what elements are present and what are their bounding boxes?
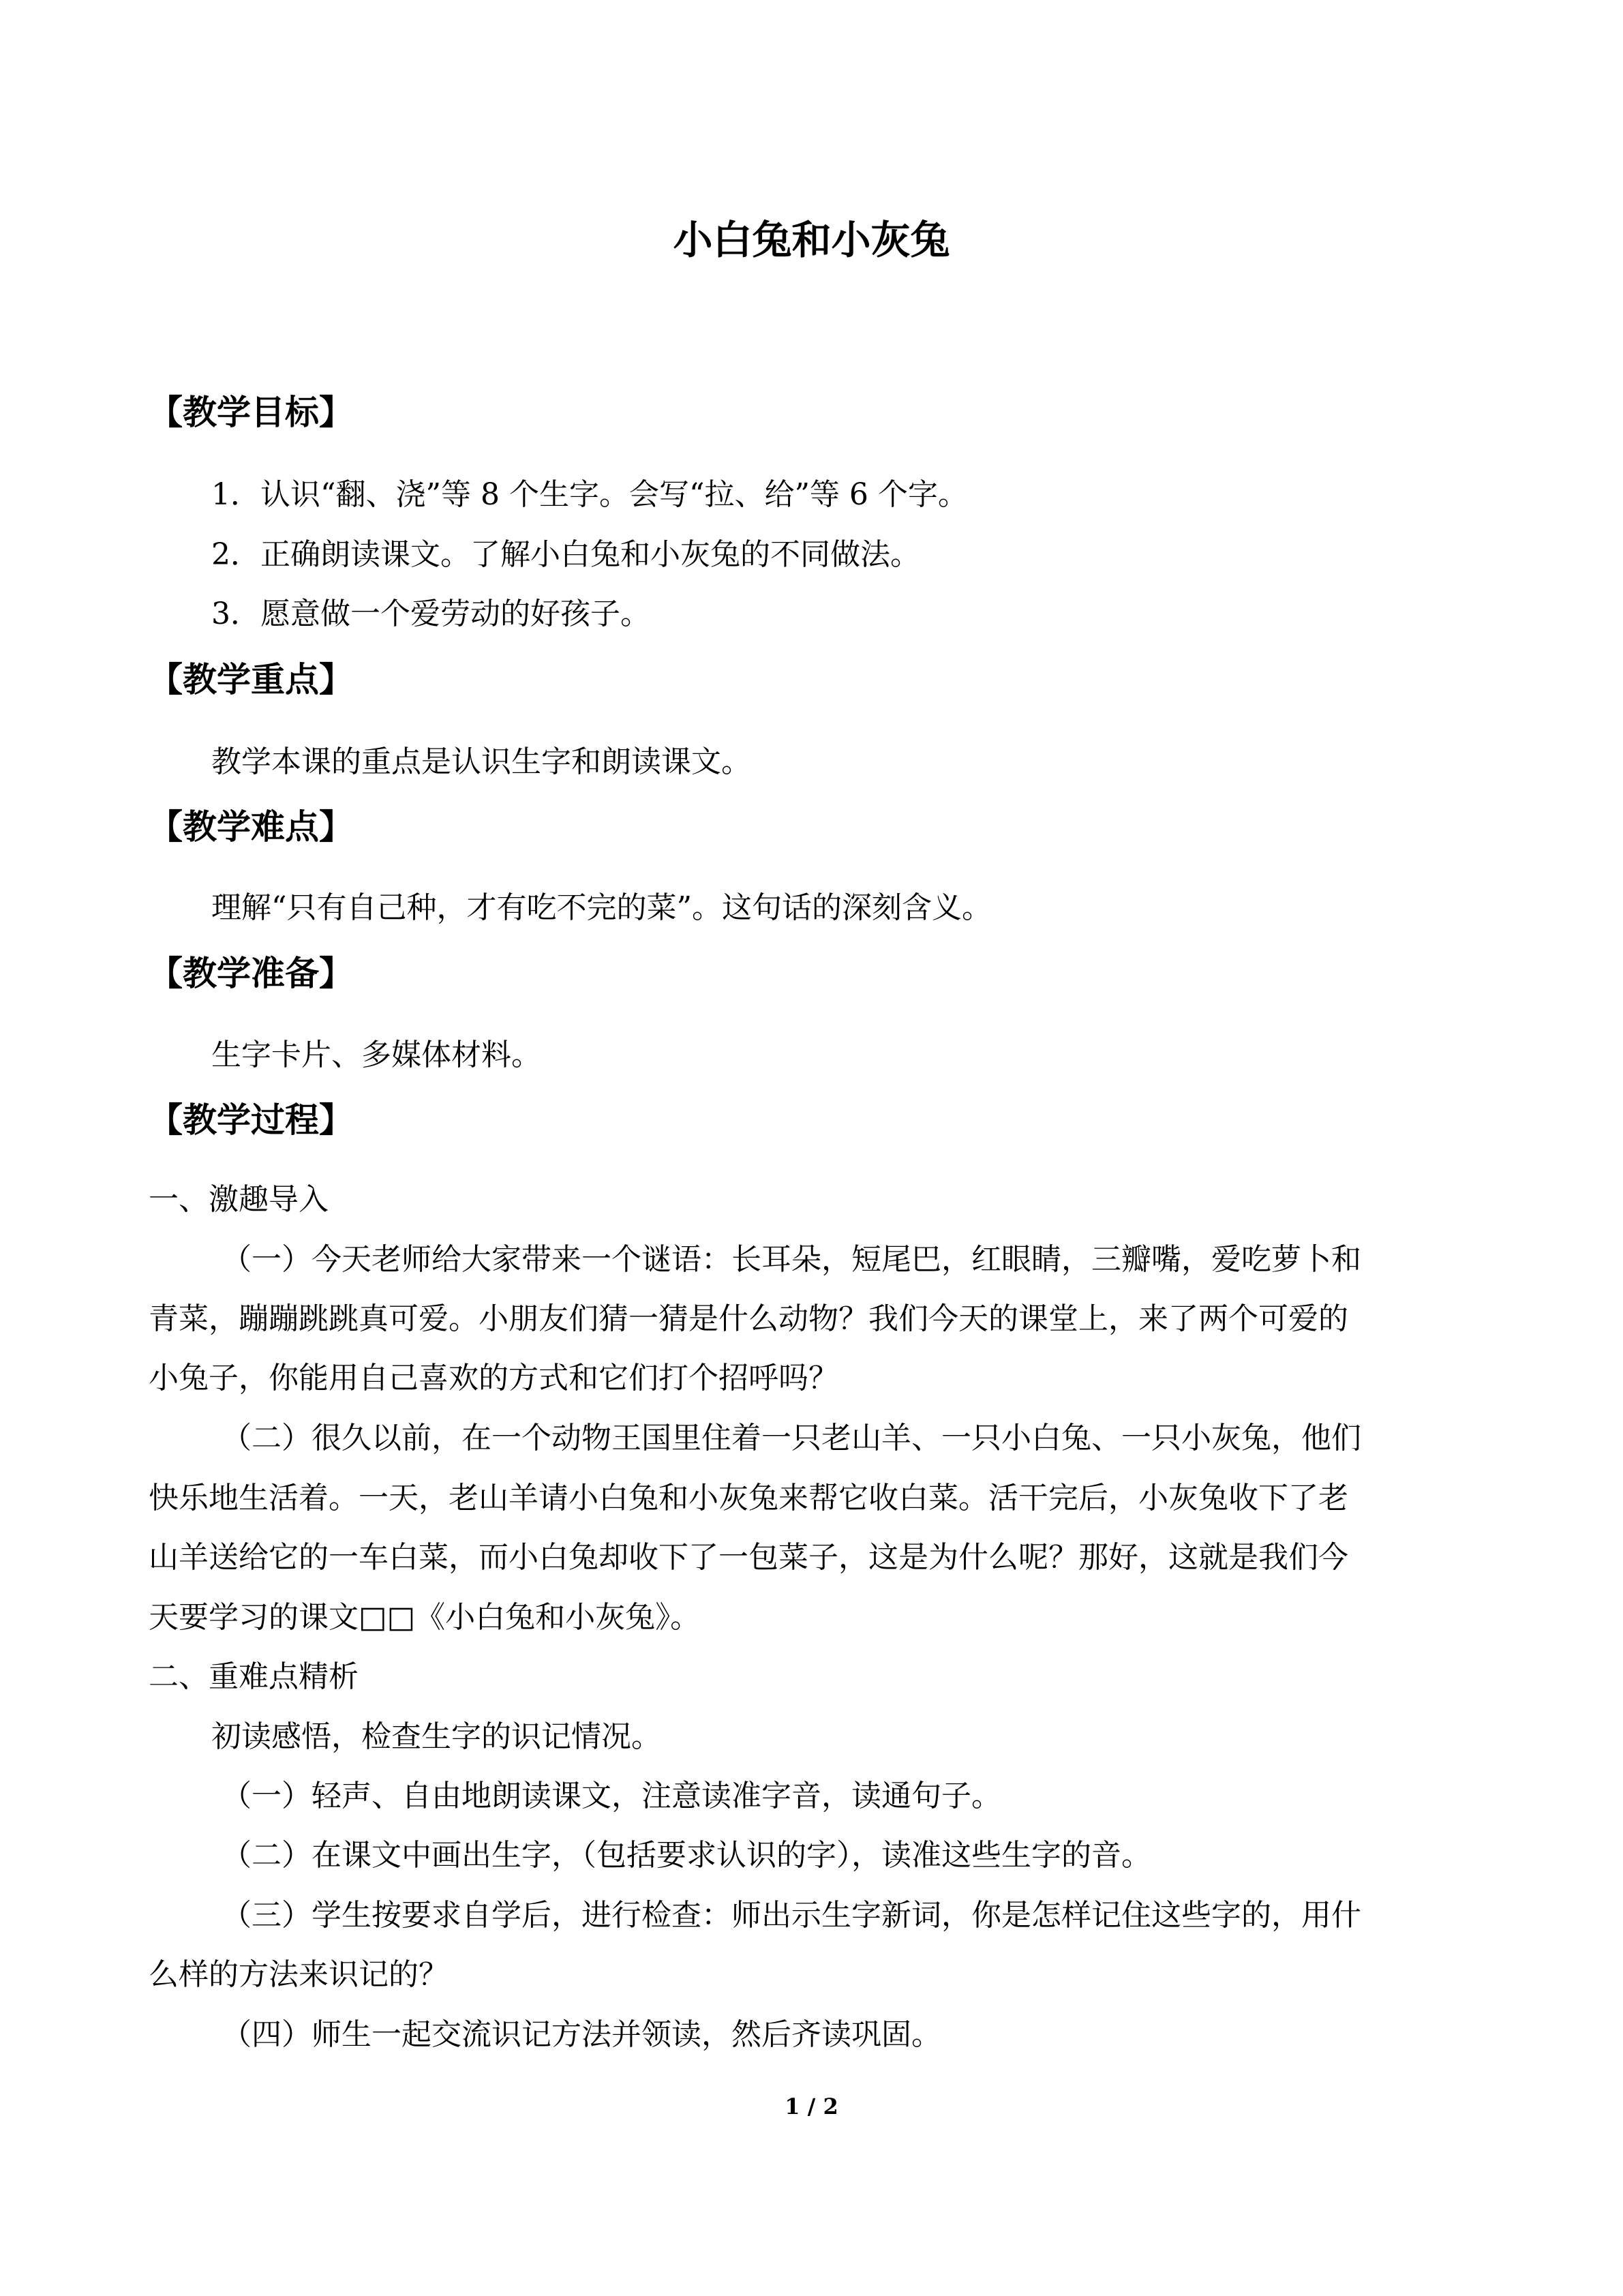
objective-item: 2．正确朗读课文。了解小白兔和小灰兔的不同做法。 [211,537,920,572]
paragraph-line: （二）很久以前，在一个动物王国里住着一只老山羊、一只小白兔、一只小灰兔，他们 [222,1421,1361,1455]
page-number: 1 / 2 [785,2094,838,2119]
paragraph-line: 么样的方法来识记的？ [149,1957,449,1992]
preparation-heading: 【教学准备】 [149,954,353,993]
paragraph-line: 山羊送给它的一车白菜，而小白兔却收下了一包菜子，这是为什么呢？那好，这就是我们今 [149,1540,1348,1575]
paragraph-line: 快乐地生活着。一天，老山羊请小白兔和小灰兔来帮它收白菜。活干完后，小灰兔收下了老 [149,1481,1348,1515]
paragraph-line: （一）今天老师给大家带来一个谜语：长耳朵，短尾巴，红眼睛，三瓣嘴，爱吃萝卜和 [222,1242,1361,1277]
key-points-text: 教学本课的重点是认识生字和朗读课文。 [211,744,751,779]
key-points-heading: 【教学重点】 [149,660,353,699]
document-title: 小白兔和小灰兔 [673,217,950,263]
paragraph-line: （二）在课文中画出生字，（包括要求认识的字），读准这些生字的音。 [222,1838,1151,1873]
paragraph-line: 初读感悟，检查生字的识记情况。 [211,1719,661,1754]
objective-item: 3．愿意做一个爱劳动的好孩子。 [211,596,650,631]
paragraph-line: 青菜，蹦蹦跳跳真可爱。小朋友们猜一猜是什么动物？我们今天的课堂上，来了两个可爱的 [149,1301,1348,1336]
process-part2-heading: 二、重难点精析 [149,1659,359,1694]
preparation-text: 生字卡片、多媒体材料。 [211,1038,541,1072]
process-heading: 【教学过程】 [149,1100,353,1140]
paragraph-line: 小兔子，你能用自己喜欢的方式和它们打个招呼吗？ [149,1361,838,1395]
paragraph-line: （四）师生一起交流识记方法并领读，然后齐读巩固。 [222,2017,941,2052]
difficulties-heading: 【教学难点】 [149,807,353,847]
paragraph-line: （一）轻声、自由地朗读课文，注意读准字音，读通句子。 [222,1779,1001,1813]
objective-item: 1．认识“翻、浇”等 8 个生字。会写“拉、给”等 6 个字。 [211,477,968,512]
paragraph-line: （三）学生按要求自学后，进行检查：师出示生字新词，你是怎样记住这些字的，用什 [222,1898,1361,1933]
objectives-heading: 【教学目标】 [149,393,353,432]
process-part1-heading: 一、激趣导入 [149,1182,329,1217]
difficulties-text: 理解“只有自己种，才有吃不完的菜”。这句话的深刻含义。 [211,890,992,925]
paragraph-line: 天要学习的课文□□《小白兔和小灰兔》。 [149,1600,701,1635]
